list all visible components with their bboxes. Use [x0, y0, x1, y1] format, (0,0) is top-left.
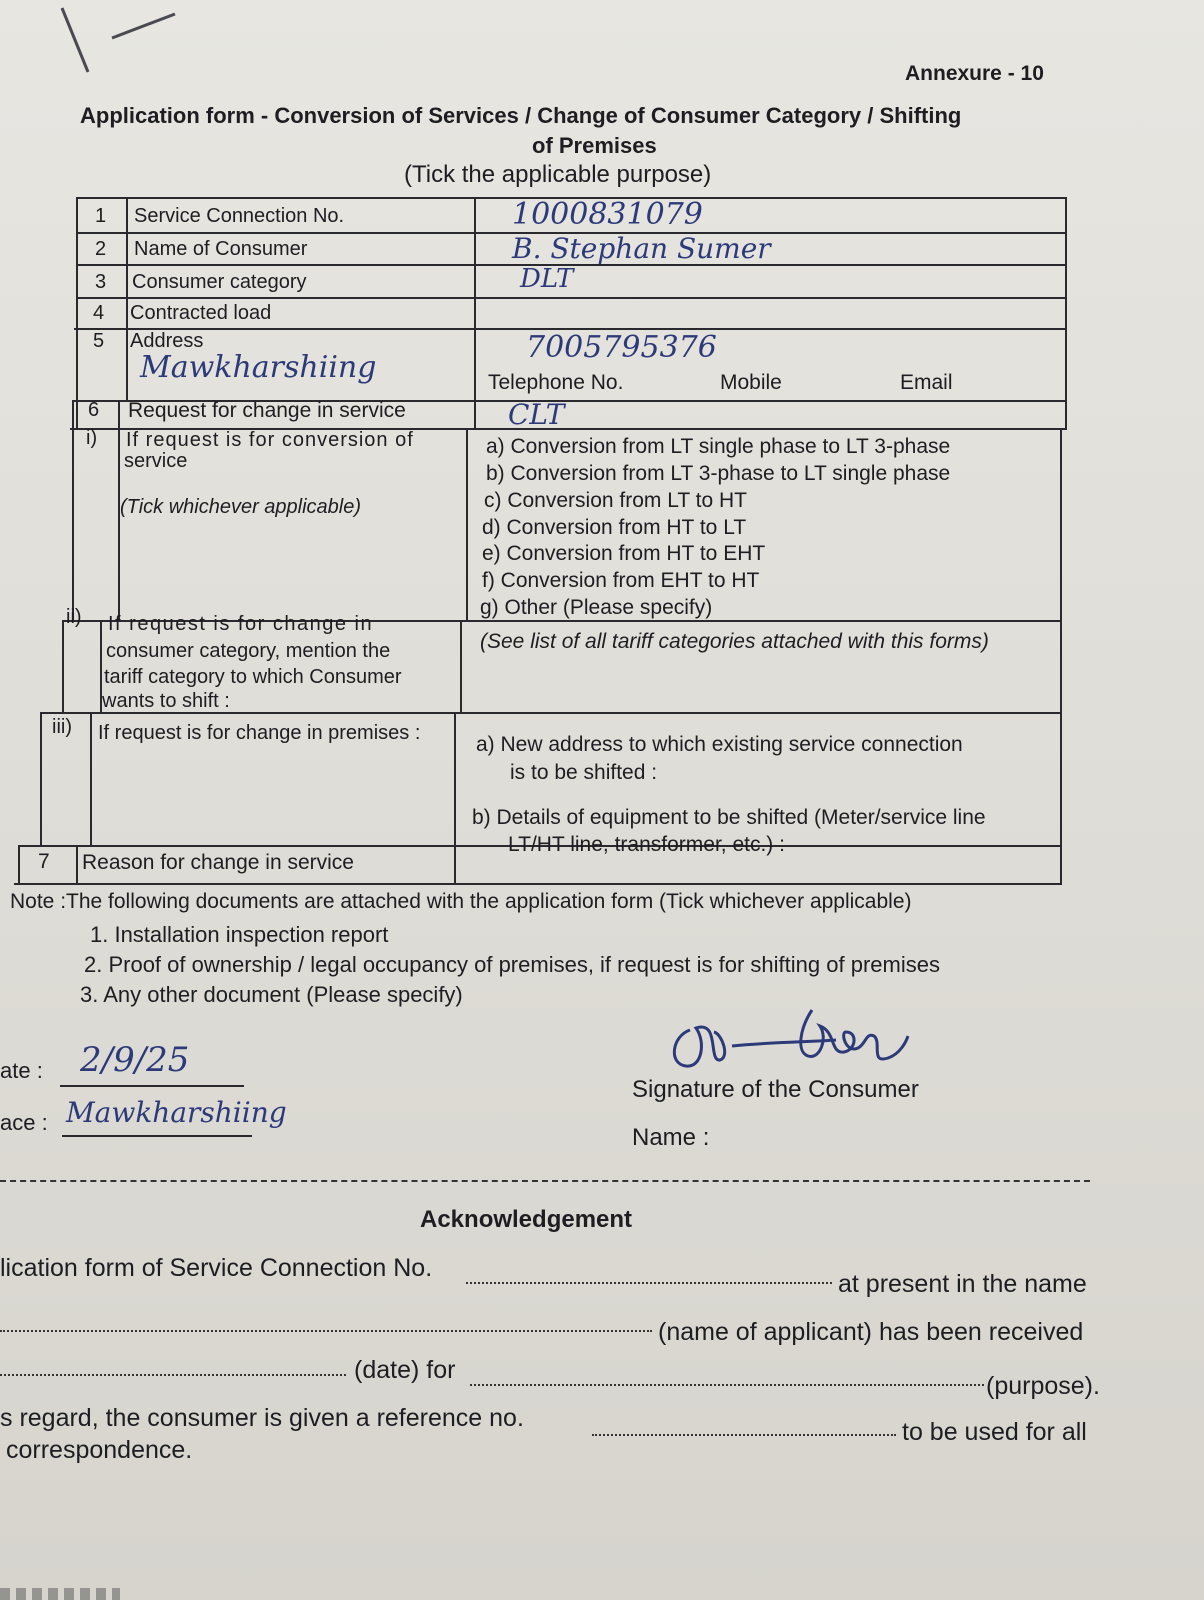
category-change-label-2: consumer category, mention the — [106, 640, 391, 662]
ack-line-1a: lication form of Service Connection No. — [0, 1254, 433, 1282]
tariff-list-note: (See list of all tariff categories attached with this forms) — [480, 630, 989, 653]
consumer-name-label: Name of Consumer — [134, 238, 308, 260]
ack-line-4b: to be used for all — [902, 1418, 1087, 1446]
row-6ii-number: ii) — [66, 606, 82, 628]
ack-line-4a: s regard, the consumer is given a reference no. — [0, 1404, 524, 1432]
reason-label: Reason for change in service — [82, 851, 354, 874]
address-label: Address — [130, 330, 204, 352]
ack-line-3b: (purpose). — [986, 1372, 1100, 1400]
option-c[interactable]: c) Conversion from LT to HT — [484, 489, 747, 512]
signature-label: Signature of the Consumer — [632, 1076, 919, 1103]
new-address-label-2: is to be shifted : — [510, 761, 658, 784]
consumer-name-value: B. Stephan Sumer — [512, 232, 771, 265]
conversion-label: If request is for conversion of — [126, 429, 414, 451]
new-address-label: a) New address to which existing service connection — [476, 733, 963, 756]
contracted-load-label: Contracted load — [130, 302, 272, 324]
request-change-value: CLT — [508, 398, 565, 431]
consumer-category-label: Consumer category — [132, 271, 307, 293]
note-item-3: 3. Any other document (Please specify) — [80, 982, 463, 1007]
tick-note: (Tick whichever applicable) — [120, 496, 362, 518]
phone-value: 7005795376 — [526, 330, 717, 365]
ack-line-5: correspondence. — [6, 1436, 193, 1464]
note-item-1: 1. Installation inspection report — [90, 922, 389, 947]
form-subtitle: (Tick the applicable purpose) — [404, 161, 712, 188]
category-change-label-4: wants to shift : — [102, 690, 230, 712]
row-5-number: 5 — [93, 330, 105, 352]
pen-mark — [40, 0, 200, 80]
consumer-category-value: DLT — [520, 264, 574, 294]
ack-line-1b: at present in the name — [838, 1270, 1087, 1298]
cutoff-text — [0, 1588, 120, 1600]
premises-change-label: If request is for change in premises : — [98, 722, 421, 744]
row-6i-number: i) — [86, 427, 98, 449]
equipment-label-2: LT/HT line, transformer, etc.) : — [508, 833, 785, 856]
ack-line-2b: (name of applicant) has been received — [658, 1318, 1084, 1346]
category-change-label-3: tariff category to which Consumer — [104, 666, 402, 688]
telephone-label: Telephone No. — [488, 371, 624, 394]
service-connection-label: Service Connection No. — [134, 205, 345, 227]
date-value: 2/9/25 — [80, 1040, 190, 1080]
row-6-number: 6 — [88, 399, 100, 421]
conversion-label-2: service — [124, 450, 188, 472]
option-b[interactable]: b) Conversion from LT 3-phase to LT single phase — [486, 462, 951, 485]
option-g[interactable]: g) Other (Please specify) — [480, 596, 713, 619]
row-2-number: 2 — [95, 238, 107, 260]
place-value: Mawkharshiing — [66, 1096, 287, 1129]
option-d[interactable]: d) Conversion from HT to LT — [482, 516, 747, 539]
option-a[interactable]: a) Conversion from LT single phase to LT 3-phase — [486, 435, 951, 458]
email-label: Email — [900, 371, 953, 394]
equipment-label: b) Details of equipment to be shifted (Meter/service line — [472, 806, 986, 829]
option-e[interactable]: e) Conversion from HT to EHT — [482, 542, 766, 565]
ack-title: Acknowledgement — [420, 1206, 633, 1233]
mobile-label: Mobile — [720, 371, 782, 394]
service-connection-value: 1000831079 — [512, 197, 703, 232]
request-change-label: Request for change in service — [128, 399, 406, 422]
row-4-number: 4 — [93, 302, 105, 324]
form-title-line2: of Premises — [532, 133, 657, 158]
note-intro: Note :The following documents are attached with the application form (Tick whichever applicable) — [10, 890, 912, 913]
row-3-number: 3 — [95, 271, 107, 293]
category-change-label-1: If request is for change in — [108, 613, 374, 635]
place-label: ace : — [0, 1110, 48, 1135]
row-6iii-number: iii) — [52, 716, 72, 738]
form-title: Application form - Conversion of Services / Change of Consumer Category / Shifting — [80, 103, 962, 128]
annexure-label: Annexure - 10 — [905, 62, 1044, 85]
name-label: Name : — [632, 1124, 710, 1151]
consumer-signature — [660, 1002, 930, 1082]
date-label: ate : — [0, 1058, 43, 1083]
note-item-2: 2. Proof of ownership / legal occupancy of premises, if request is for shifting of premises — [84, 952, 940, 977]
ack-line-3a: (date) for — [354, 1356, 456, 1384]
address-value: Mawkharshiing — [140, 350, 377, 385]
row-7-number: 7 — [38, 850, 50, 873]
option-f[interactable]: f) Conversion from EHT to HT — [482, 569, 760, 592]
cut-line — [0, 1180, 1090, 1182]
row-1-number: 1 — [95, 205, 107, 227]
